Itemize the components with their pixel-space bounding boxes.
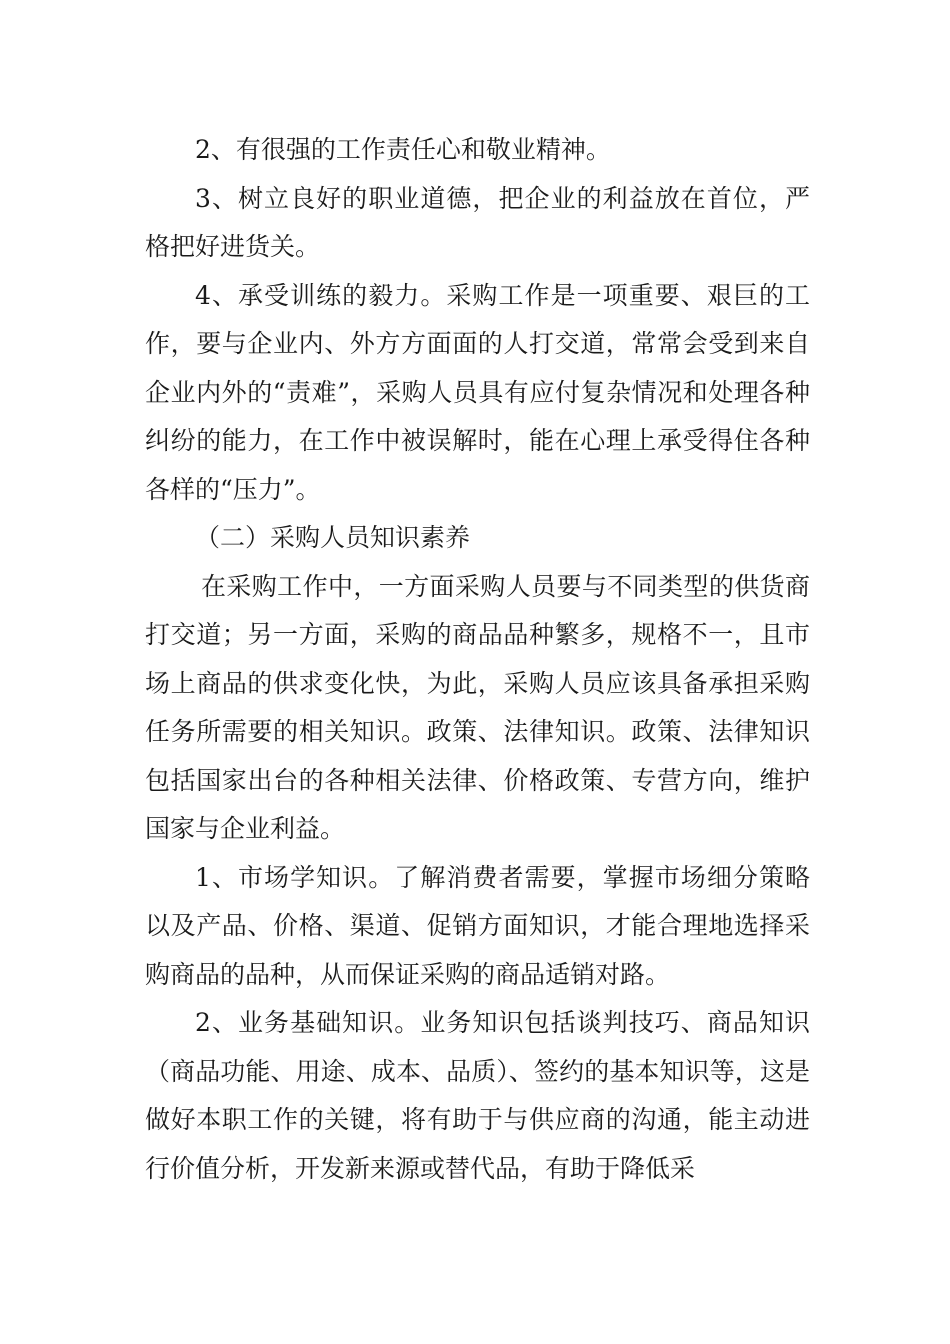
paragraph-perseverance: 4、承受训练的毅力。采购工作是一项重要、艰巨的工作，要与企业内、外方方面面的人打交道，常常会受到来自企业内外的“责难”，采购人员具有应付复杂情况和处理各种纠纷的能力，在工作中被误解时，能在心理上承受得住各种各样的“压力”。 [145, 280, 810, 504]
paragraph-marketing-knowledge: 1、市场学知识。了解消费者需要，掌握市场细分策略以及产品、价格、渠道、促销方面知识，才能合理地选择采购商品的品种，从而保证采购的商品适销对路。 [145, 862, 810, 989]
document-body [145, 126, 810, 1193]
paragraph-responsibility: 2、有很强的工作责任心和敬业精神。 [195, 135, 611, 164]
section-heading-knowledge: （二）采购人员知识素养 [195, 523, 471, 552]
paragraph-knowledge-intro: 在采购工作中，一方面采购人员要与不同类型的供货商打交道；另一方面，采购的商品品种繁多，规格不一，且市场上商品的供求变化快，为此，采购人员应该具备承担采购任务所需要的相关知识。政策、法律知识。政策、法律知识包括国家出台的各种相关法律、价格政策、专营方向，维护国家与企业利益。 [145, 571, 810, 843]
paragraph-business-knowledge: 2、业务基础知识。业务知识包括谈判技巧、商品知识（商品功能、用途、成本、品质）、签约的基本知识等，这是做好本职工作的关键，将有助于与供应商的沟通，能主动进行价值分析，开发新来源或替代品，有助于降低采 [145, 1008, 810, 1183]
paragraph-professional-ethics: 3、树立良好的职业道德，把企业的利益放在首位，严格把好进货关。 [145, 183, 810, 261]
